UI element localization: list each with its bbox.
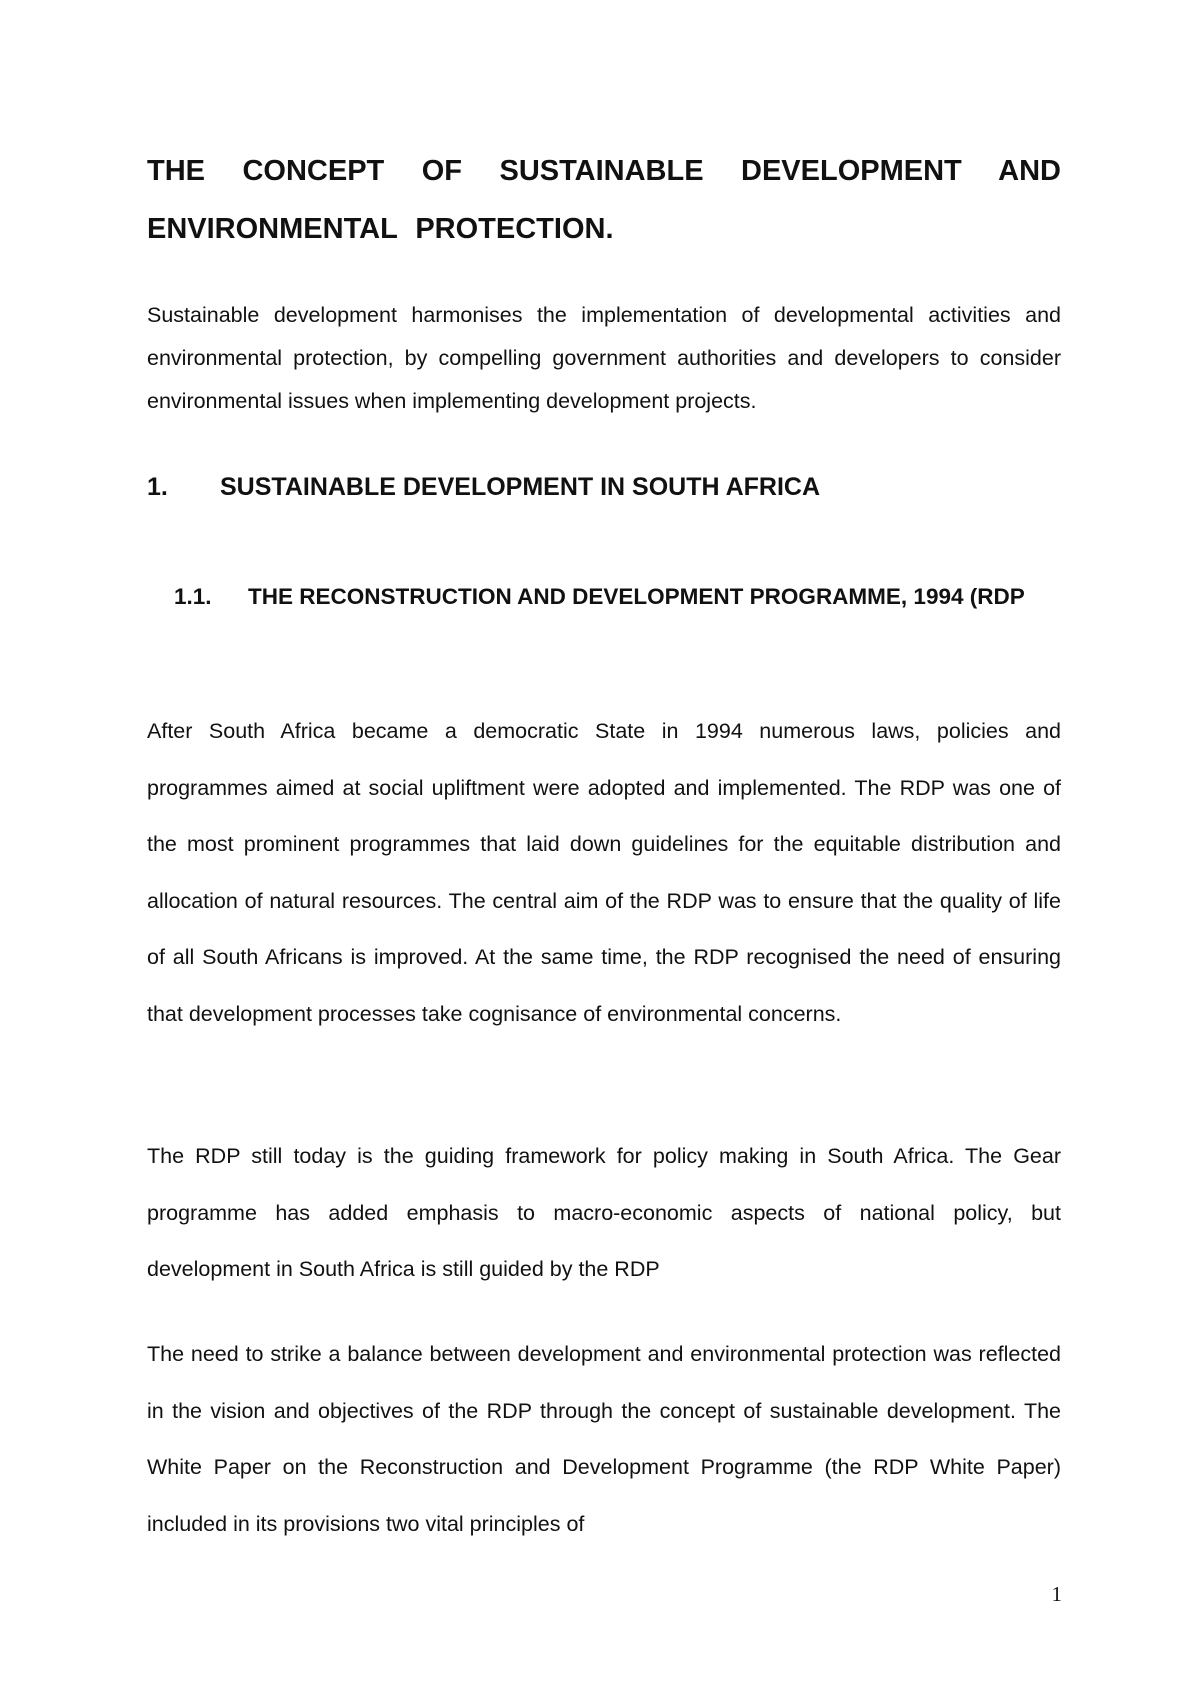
body-paragraph-2: The RDP still today is the guiding framework for policy making in South Africa. The Gear programme has added emphasis to macro-economic aspects of national policy, but development in South Africa is still guided by the RDP [147,1144,1061,1281]
intro-paragraph: Sustainable development harmonises the implementation of developmental activities and environmental protection, by compelling government authorities and developers to consider environmental issues when implementing development projects. [147,303,1061,413]
subsection-number: 1.1. [174,584,212,609]
section-heading-1 [147,467,820,507]
page-number: 1 [1051,1582,1062,1606]
subsection-title: THE RECONSTRUCTION AND DEVELOPMENT PROGRAMME, 1994 (RDP [248,584,1025,609]
document-title: THE CONCEPT OF SUSTAINABLE DEVELOPMENT AND ENVIRONMENTAL PROTECTION. [147,155,1061,245]
subsection-heading-1-1 [174,568,1061,625]
body-paragraph-1: After South Africa became a democratic State in 1994 numerous laws, policies and programmes aimed at social upliftment were adopted and implemented. The RDP was one of the most prominent programmes that laid down guidelines for the equitable distribution and allocation of natural resources. The central aim of the RDP was to ensure that the quality of life of all South Africans is improved. At the same time, the RDP recognised the need of ensuring that development processes take cognisance of environmental concerns. [147,719,1061,1026]
body-paragraph-3: The need to strike a balance between development and environmental protection was reflected in the vision and objectives of the RDP through the concept of sustainable development. The White Paper on the Reconstruction and Development Programme (the RDP White Paper) included in its provisions two vital principles of [147,1342,1061,1536]
section-number: 1. [147,473,168,501]
section-title: SUSTAINABLE DEVELOPMENT IN SOUTH AFRICA [220,473,821,501]
